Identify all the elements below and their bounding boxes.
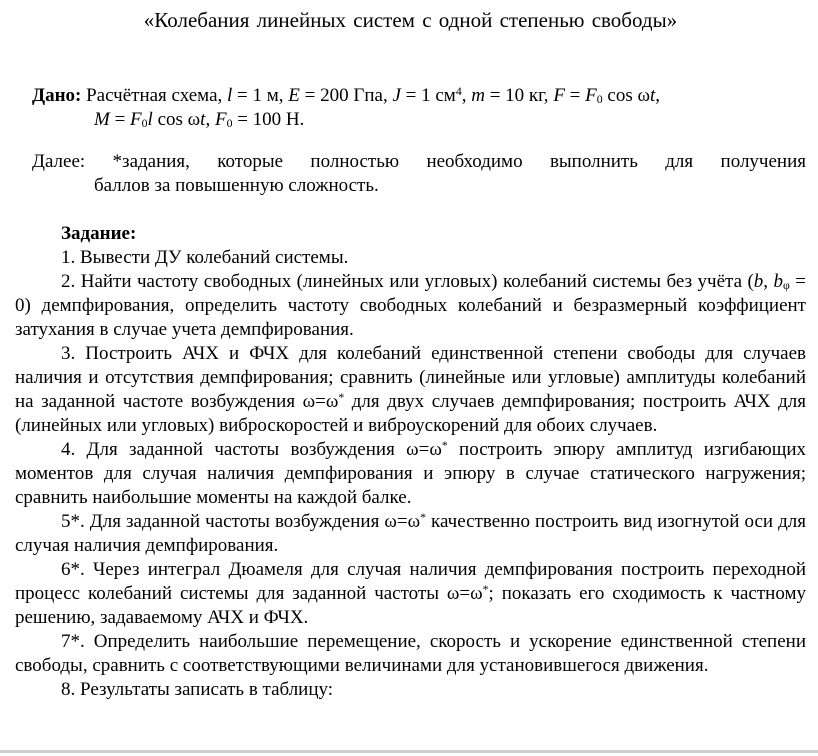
zadanie-heading: Задание: <box>61 223 137 244</box>
task-item-4: 4. Для заданной частоты возбуждения ω=ω* построить эпюру амплитуд изгибающих моментов для случая наличия демпфирования и эпюру в случае статического нагружения; сравнить наибольшие моменты на каждой балке. <box>15 439 806 508</box>
dalee-paragraph <box>15 150 806 198</box>
task-item-8: 8. Результаты записать в таблицу: <box>61 679 334 700</box>
task-item-1: 1. Вывести ДУ колебаний системы. <box>61 247 349 268</box>
task-item-3: 3. Построить АЧХ и ФЧХ для колебаний единственной степени свободы для случаев наличия и отсутствия демпфирования; сравнить (линейные или угловые) амплитуды колебаний на заданной частоте возбуждения ω=ω* для двух случаев демпфирования; построить АЧХ для (линейных или угловых) виброскоростей и виброускорений для обоих случаев. <box>15 343 806 436</box>
task-item-7: 7*. Определить наибольшие перемещение, скорость и ускорение единственной степени свободы, сравнить с соответствующими величинами для установившегося движения. <box>15 631 806 676</box>
dano-line1: Расчётная схема, l = 1 м, E = 200 Гпа, J = 1 $см^4$, m = 10 кг, F = F0 cos ωt, <box>81 85 661 107</box>
dano-paragraph <box>15 84 806 132</box>
task-item-2: 2. Найти частоту свободных (линейных или угловых) колебаний системы без учёта (b, bφ = 0) демпфирования, определить частоту свободных колебаний и безразмерный коэффициент затухания в случае учета демпфирования. <box>15 271 806 340</box>
task-item-5: 5*. Для заданной частоты возбуждения ω=ω* качественно построить вид изогнутой оси для случая наличия демпфирования. <box>15 511 806 556</box>
task-item-6: 6*. Через интеграл Дюамеля для случая наличия демпфирования построить переходной процесс колебаний системы для заданной частоты ω=ω*; показать его сходимость к частному решению, задаваемому АЧХ и ФЧХ. <box>15 559 806 628</box>
dano-label: Дано: <box>32 85 82 106</box>
document-title: «Колебания линейных систем с одной степенью свободы» <box>143 8 678 32</box>
dalee-line2: баллов за повышенную сложность. <box>94 175 379 196</box>
table-top-border <box>0 750 818 753</box>
dano-line2: M = F0l cos ωt, F0 = 100 Н. <box>94 109 305 131</box>
dalee-line1: Далее: *задания, которые полностью необходимо выполнить для получения <box>32 151 806 172</box>
